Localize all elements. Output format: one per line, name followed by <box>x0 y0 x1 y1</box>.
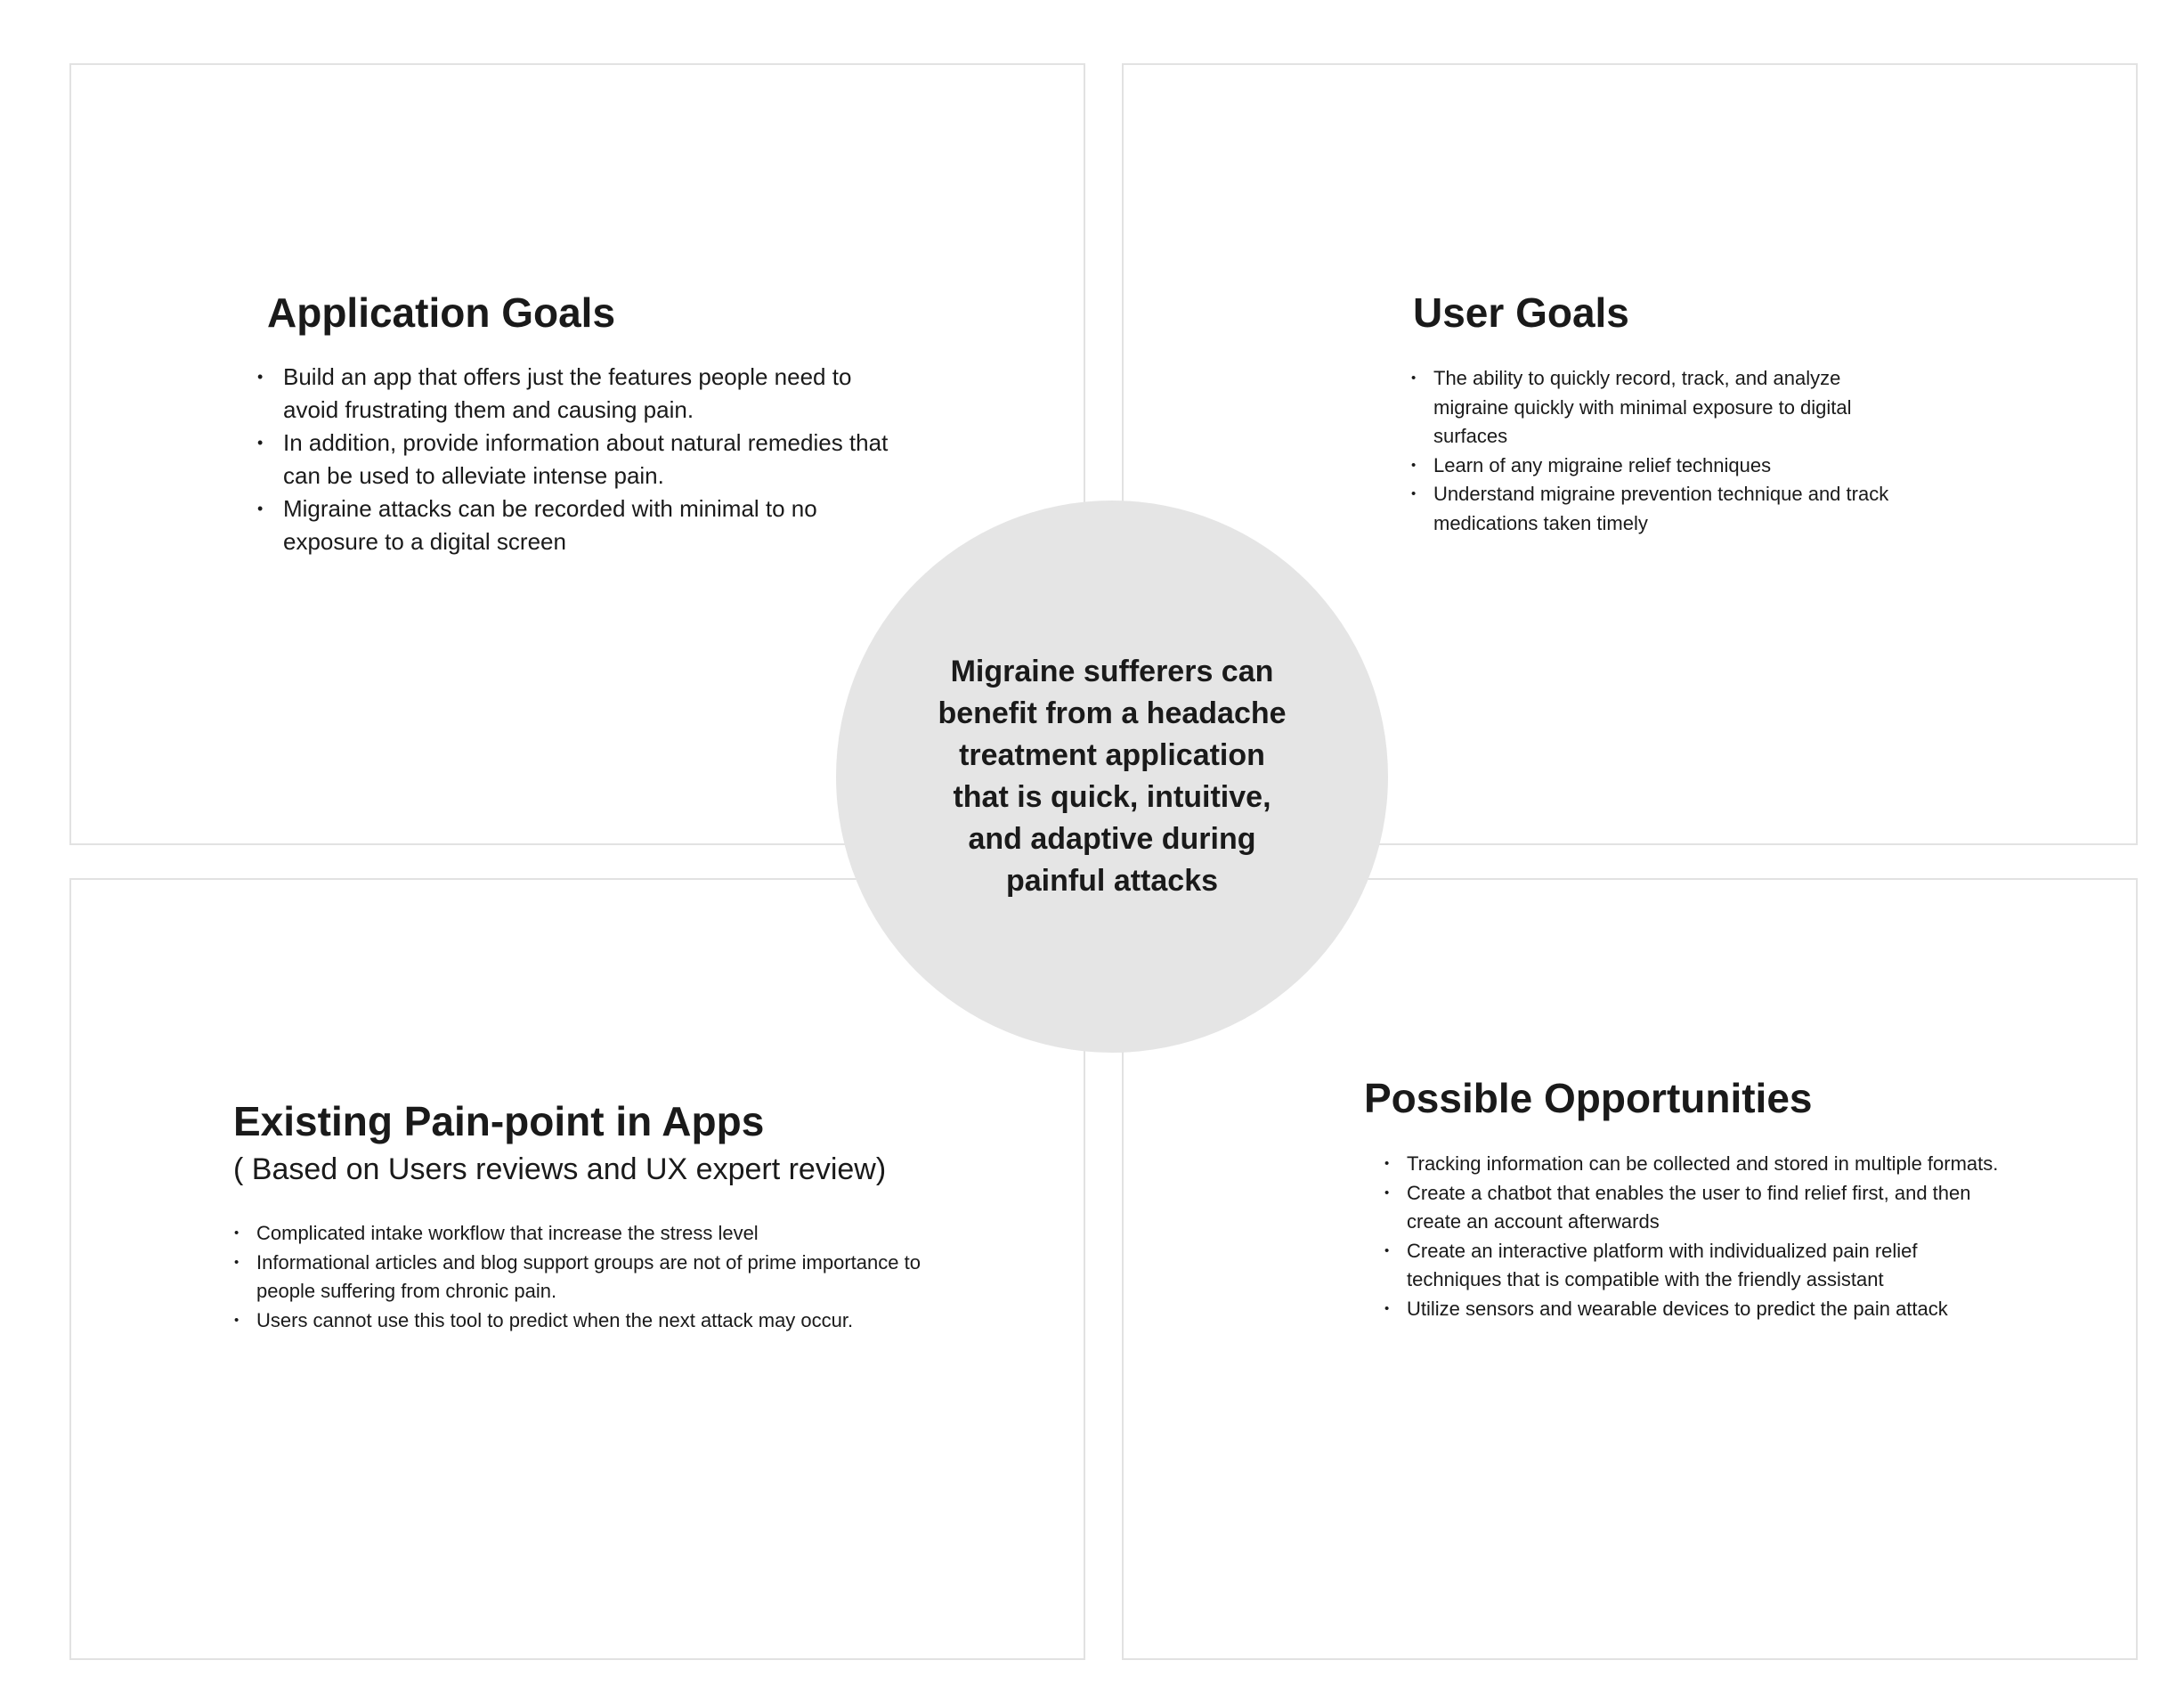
pain-points-content <box>233 1096 963 1335</box>
list-item: • Create a chatbot that enables the user to find relief first, and then create an account afterwards <box>1407 1179 2005 1237</box>
list-item: • The ability to quickly record, track, and analyze migraine quickly with minimal exposure to digital surfaces <box>1433 364 1912 452</box>
pain-points-subtitle: ( Based on Users reviews and UX expert review) <box>233 1152 887 1186</box>
application-goals-title: Application Goals <box>267 289 616 336</box>
bullet-icon: • <box>1384 1156 1390 1171</box>
list-item: • Create an interactive platform with individualized pain relief techniques that is compatible with the friendly assistant <box>1407 1237 2005 1295</box>
list-item: • Learn of any migraine relief techniques <box>1433 452 1912 481</box>
bullet-icon: • <box>257 434 264 452</box>
pain-points-title: Existing Pain-point in Apps <box>233 1098 765 1144</box>
list-item: • Understand migraine prevention technique and track medications taken timely <box>1433 480 1912 538</box>
pain-points-list <box>234 1219 963 1335</box>
bullet-icon: • <box>1384 1242 1390 1258</box>
list-item: • Users cannot use this tool to predict when the next attack may occur. <box>256 1306 963 1336</box>
user-goals-title: User Goals <box>1413 289 1629 336</box>
bullet-icon: • <box>257 500 264 517</box>
opportunities-content <box>1364 1073 2005 1323</box>
application-goals-list <box>257 361 908 558</box>
opportunities-list <box>1384 1150 2005 1323</box>
list-item: • Migraine attacks can be recorded with minimal to no exposure to a digital screen <box>283 492 908 558</box>
user-goals-content <box>1413 288 1912 538</box>
bullet-icon: • <box>234 1254 240 1270</box>
bullet-icon: • <box>257 368 264 386</box>
list-item: • Informational articles and blog support groups are not of prime importance to people suffering from chronic pain. <box>256 1249 963 1306</box>
bullet-icon: • <box>1411 486 1417 501</box>
list-item: • Utilize sensors and wearable devices to predict the pain attack <box>1407 1295 2005 1324</box>
application-goals-content <box>257 288 908 558</box>
list-item: • Complicated intake workflow that increase the stress level <box>256 1219 963 1249</box>
bullet-icon: • <box>1411 457 1417 473</box>
bullet-icon: • <box>1411 370 1417 386</box>
center-statement-text: Migraine sufferers can benefit from a headache treatment application that is quick, intuitive, and adaptive during painful attacks <box>938 655 1287 898</box>
pain-points-panel <box>69 878 1085 1660</box>
bullet-icon: • <box>234 1312 240 1328</box>
list-item: • In addition, provide information about natural remedies that can be used to alleviate intense pain. <box>283 427 908 492</box>
bullet-icon: • <box>1384 1184 1390 1200</box>
list-item: • Tracking information can be collected and stored in multiple formats. <box>1407 1150 2005 1179</box>
list-item: • Build an app that offers just the features people need to avoid frustrating them and causing pain. <box>283 361 908 427</box>
bullet-icon: • <box>234 1225 240 1241</box>
center-statement-circle <box>836 501 1388 1053</box>
bullet-icon: • <box>1384 1300 1390 1316</box>
user-goals-list <box>1411 364 1912 538</box>
opportunities-title: Possible Opportunities <box>1364 1075 1813 1121</box>
